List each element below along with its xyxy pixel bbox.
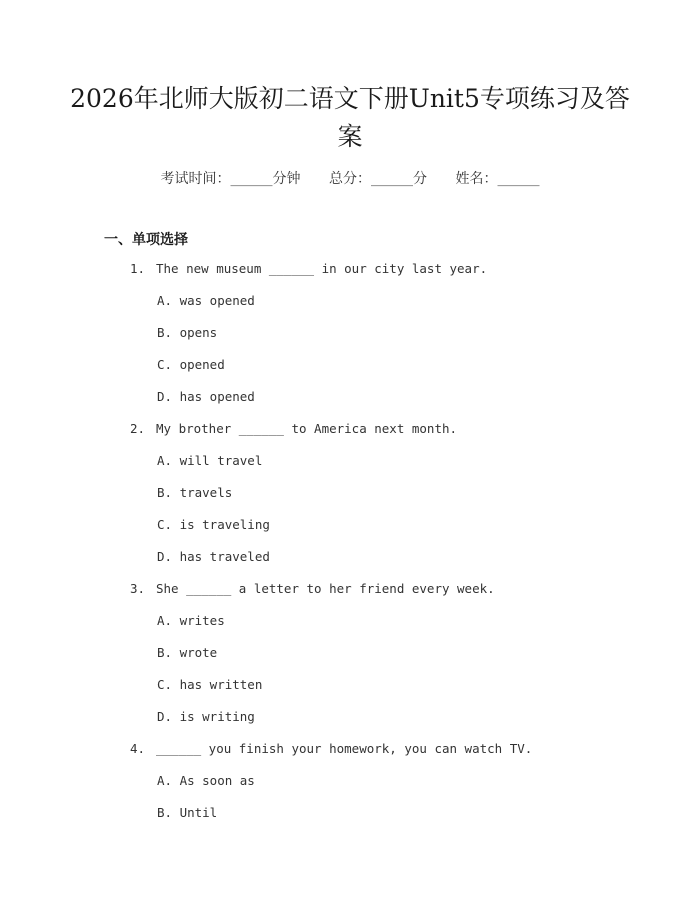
question-list [0, 259, 700, 835]
exam-meta [0, 168, 700, 188]
answer-option: D. has traveled [157, 549, 270, 564]
question-text: She ______ a letter to her friend every week. [156, 581, 495, 596]
question-text: My brother ______ to America next month. [156, 421, 458, 436]
question-item [0, 259, 700, 291]
question-number: 1. [130, 261, 146, 276]
question-item [0, 579, 700, 611]
answer-option: C. opened [157, 357, 225, 372]
exam-time-label: 考试时间：______分钟 [160, 171, 301, 187]
answer-option: A. writes [157, 613, 225, 628]
question-item [0, 739, 700, 771]
answer-option: B. travels [157, 485, 233, 500]
answer-option: A. will travel [157, 453, 263, 468]
answer-option: B. opens [157, 325, 218, 340]
answer-option: B. Until [157, 805, 218, 820]
answer-option: D. is writing [157, 709, 255, 724]
student-name-label: 姓名：______ [455, 171, 540, 187]
answer-option: D. has opened [157, 389, 255, 404]
answer-option: A. As soon as [157, 773, 255, 788]
section-heading: 一、单项选择 [104, 232, 188, 248]
question-item [0, 419, 700, 451]
answer-option: B. wrote [157, 645, 218, 660]
question-text: The new museum ______ in our city last year. [156, 261, 488, 276]
answer-option: C. has written [157, 677, 263, 692]
question-number: 3. [130, 581, 146, 596]
answer-option: C. is traveling [157, 517, 270, 532]
question-number: 2. [130, 421, 146, 436]
answer-option: A. was opened [157, 293, 255, 308]
question-text: ______ you finish your homework, you can watch TV. [156, 741, 533, 756]
document-title: 2026年北师大版初二语文下册Unit5专项练习及答案 [70, 84, 630, 151]
question-number: 4. [130, 741, 146, 756]
total-score-label: 总分：______分 [329, 171, 427, 187]
